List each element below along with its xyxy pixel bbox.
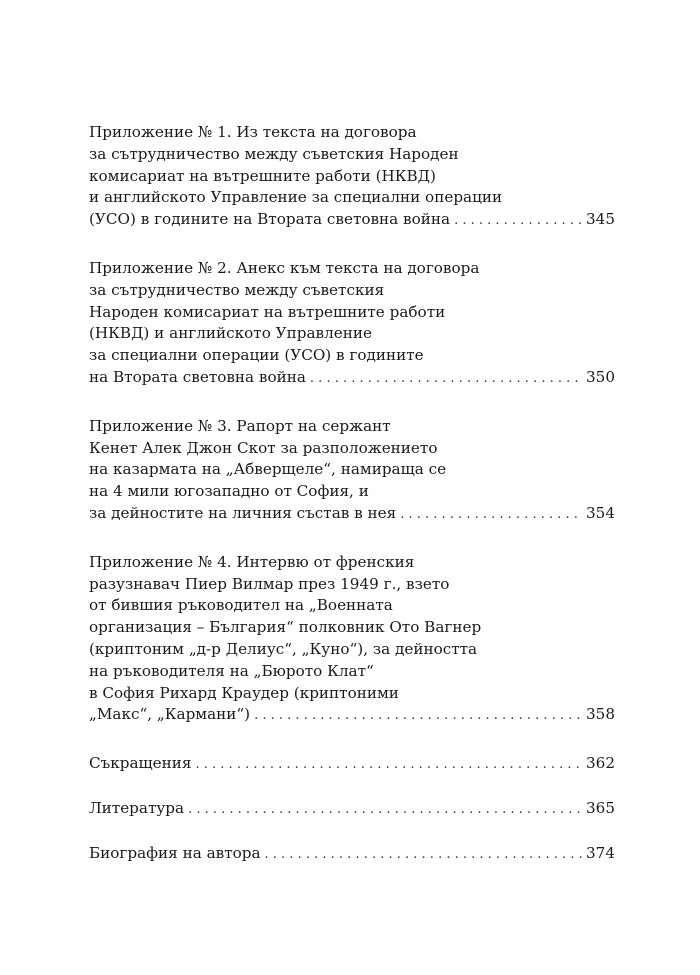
page-number: 345: [586, 210, 615, 229]
toc-entry-literature[interactable]: [89, 798, 615, 821]
toc-entry-last-line: [89, 503, 615, 526]
toc-entry-last-line: [89, 843, 615, 866]
table-of-contents: [89, 122, 615, 888]
toc-entry-appendix-4[interactable]: [89, 552, 615, 727]
dot-leader: [454, 210, 582, 232]
toc-entry-line: (НКВД) и английското Управление: [89, 324, 372, 343]
toc-entry-line: на казармата на „Абверщеле“, намираща се: [89, 460, 447, 479]
toc-entry-last-line: [89, 209, 615, 232]
toc-entry-last-line: [89, 704, 615, 727]
toc-entry-line: разузнавач Пиер Вилмар през 1949 г., взето: [89, 574, 450, 593]
toc-entry-line: Приложение № 4. Интервю от френския: [89, 552, 415, 571]
toc-entry-title: Биография на автора: [89, 843, 261, 862]
toc-entry-title: Литература: [89, 798, 185, 817]
page-number: 374: [586, 843, 615, 862]
toc-entry-line: от бившия ръководител на „Военната: [89, 596, 393, 615]
toc-entry-last-line: [89, 753, 615, 776]
page-number: 358: [586, 705, 615, 724]
toc-entry-line: Народен комисариат на вътрешните работи: [89, 302, 446, 321]
dot-leader: [196, 754, 583, 776]
dot-leader: [310, 368, 582, 390]
toc-entry-line: за дейностите на личния състав в нея: [89, 503, 397, 522]
toc-entry-appendix-3[interactable]: [89, 416, 615, 526]
page-number: 365: [586, 798, 615, 817]
toc-entry-line: за сътрудничество между съветския Народен: [89, 144, 459, 163]
toc-entry-line: на 4 мили югозападно от София, и: [89, 482, 369, 501]
toc-entry-line: (УСО) в годините на Втората световна война: [89, 210, 451, 229]
toc-entry-line: в София Рихард Краудер (криптоними: [89, 683, 399, 702]
toc-entry-line: Приложение № 2. Анекс към текста на договора: [89, 258, 480, 277]
toc-entry-line: организация – България“ полковник Ото Вагнер: [89, 618, 482, 637]
toc-entry-line: комисариат на вътрешните работи (НКВД): [89, 166, 436, 185]
toc-entry-title: Съкращения: [89, 754, 192, 773]
toc-entry-appendix-2[interactable]: [89, 258, 615, 390]
toc-entry-line: на ръководителя на „Бюрото Клат“: [89, 661, 374, 680]
toc-entry-line: на Втората световна война: [89, 367, 306, 386]
toc-entry-appendix-1[interactable]: [89, 122, 615, 232]
dot-leader: [400, 504, 582, 526]
page-number: 354: [586, 503, 615, 522]
toc-entry-line: за специални операции (УСО) в годините: [89, 346, 424, 365]
toc-entry-line: Приложение № 3. Рапорт на сержант: [89, 416, 391, 435]
toc-entry-line: Кенет Алек Джон Скот за разположението: [89, 438, 438, 457]
page-number: 350: [586, 367, 615, 386]
toc-entry-last-line: [89, 367, 615, 390]
toc-entry-last-line: [89, 798, 615, 821]
toc-entry-line: Приложение № 1. Из текста на договора: [89, 123, 417, 141]
toc-entry-line: за сътрудничество между съветския: [89, 280, 385, 299]
toc-entry-abbreviations[interactable]: [89, 753, 615, 776]
toc-entry-author-biography[interactable]: [89, 843, 615, 866]
toc-entry-line: и английското Управление за специални операции: [89, 188, 503, 207]
toc-entry-line: (криптоним „д-р Делиус“, „Куно“), за дейността: [89, 639, 478, 658]
dot-leader: [188, 799, 582, 821]
dot-leader: [254, 705, 582, 727]
page-number: 362: [586, 754, 615, 773]
dot-leader: [265, 844, 582, 866]
toc-entry-line: „Макс“, „Кармани“): [89, 705, 251, 724]
